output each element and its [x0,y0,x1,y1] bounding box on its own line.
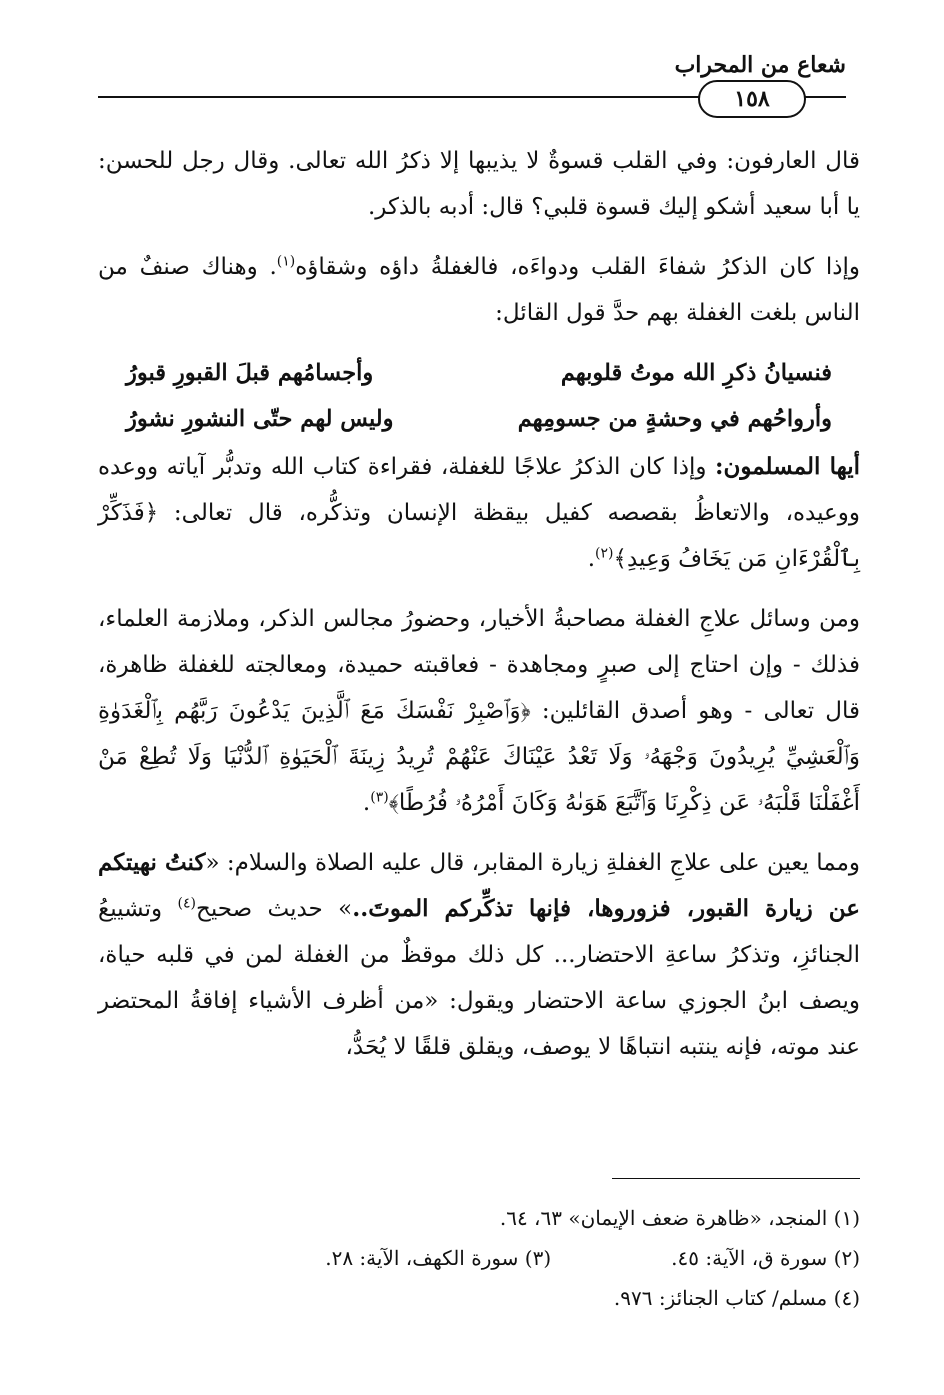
page-number: ١٥٨ [698,80,806,118]
paragraph-1-text: قال العارفون: وفي القلب قسوةٌ لا يذيبها إلا ذكرُ الله تعالى. وقال رجل للحسن: يا أبا سعيد أشكو إليك قسوة قلبي؟ قال: أدبه بالذكر. [98,148,860,220]
paragraph-3-lead: أيها المسلمون: [715,453,861,480]
verse-1-second-hemistich: وأجسامُهم قبلَ القبورِ قبورُ [126,360,374,386]
paragraph-4-tail: . [362,790,371,816]
verse-2-second-hemistich: وليس لهم حتّى النشورِ نشورُ [126,406,394,432]
paragraph-5-tail: وتشييعُ الجنائزِ، وتذكرُ ساعةِ الاحتضار... كل ذلك موقظٌ من الغفلة لمن في قلبه حياة، ويصف ابنُ الجوزي ساعة الاحتضار ويقول: «من أظرف الأشياء إفاقةُ المحتضر عند موته، فإنه ينتبه انتباهًا لا يوصف، ويقلق قلقًا لا يُحَدُّ، [98,896,860,1060]
running-header-title: شعاع من المحراب [674,52,846,78]
paragraph-5-mid: » حديث صحيح [195,896,353,922]
footnote-ref-4[interactable]: (٤) [177,895,196,912]
paragraph-4 [98,596,860,826]
footnote-1: (١) المنجد، «ظاهرة ضعف الإيمان» ٦٣، ٦٤. [499,1206,860,1230]
hadith-quote: كنتُ نهيتكم عن زيارة القبور، فزوروها، فإنها تذكِّركم الموتَ.. [98,849,861,922]
footnote-2: (٢) سورة ق، الآية: ٤٥. [671,1246,860,1270]
paragraph-1 [98,138,860,230]
paragraph-3 [98,444,860,582]
paragraph-2-tail: . وهناك صنفٌ من الناس بلغت الغفلة بهم حدَّ قول القائل: [98,254,860,326]
footnote-3: (٣) سورة الكهف، الآية: ٢٨. [325,1246,552,1270]
paragraph-5 [98,840,860,1070]
verse-line-2 [98,396,860,442]
footnote-ref-3[interactable]: (٣) [370,789,389,806]
verse-2-first-hemistich: وأرواحُهم في وحشةٍ من جسومِهم [517,406,832,432]
paragraph-3-tail: . [587,546,596,572]
main-text [98,138,860,1084]
paragraph-4-text: ومن وسائل علاجِ الغفلة مصاحبةُ الأخيار، وحضورُ مجالس الذكر، وملازمة العلماء، فذلك - وإن احتاج إلى صبرٍ ومجاهدة - فعاقبته حميدة، ومعالجته للغفلة ظاهرة، قال تعالى - وهو أصدق القائلين: ﴿وَٱصْبِرْ نَفْسَكَ مَعَ ٱلَّذِينَ يَدْعُونَ رَبَّهُم بِٱلْغَدَوٰةِ وَٱلْعَشِيِّ يُرِيدُونَ وَجْهَهُۥ وَلَا تَعْدُ عَيْنَاكَ عَنْهُمْ تُرِيدُ زِينَةَ ٱلْحَيَوٰةِ ٱلدُّنْيَا وَلَا تُطِعْ مَنْ أَغْفَلْنَا قَلْبَهُۥ عَن ذِكْرِنَا وَٱتَّبَعَ هَوَىٰهُ وَكَانَ أَمْرُهُۥ فُرُطًا﴾ [98,606,860,816]
paragraph-2 [98,244,860,336]
footnote-4: (٤) مسلم/ كتاب الجنائز: ٩٧٦. [613,1286,860,1310]
footnote-ref-2[interactable]: (٢) [595,545,614,562]
paragraph-3-text: وإذا كان الذكرُ علاجًا للغفلة، فقراءة كتاب الله وتدبُّر آياته ووعده ووعيده، والاتعاظُ بقصصه كفيل بيقظة الإنسان وتذكُّره، قال تعالى: ﴿فَذَكِّرْ بِٱلْقُرْءَانِ مَن يَخَافُ وَعِيدِ﴾ [98,454,860,572]
paragraph-5-lead: ومما يعين على علاجِ الغفلةِ زيارة المقابر، قال عليه الصلاة والسلام: « [205,850,861,876]
footnote-ref-1[interactable]: (١) [276,253,296,270]
paragraph-2-text: وإذا كان الذكرُ شفاءَ القلب ودواءَه، فالغفلةُ داؤه وشقاؤه [295,254,860,280]
verse-line-1 [98,350,860,396]
footnote-separator [612,1178,860,1179]
verse-1-first-hemistich: فنسيانُ ذكرِ الله موتُ قلوبهم [560,360,832,386]
footnote-row-2-3 [98,1238,860,1278]
footnotes [98,1198,860,1318]
